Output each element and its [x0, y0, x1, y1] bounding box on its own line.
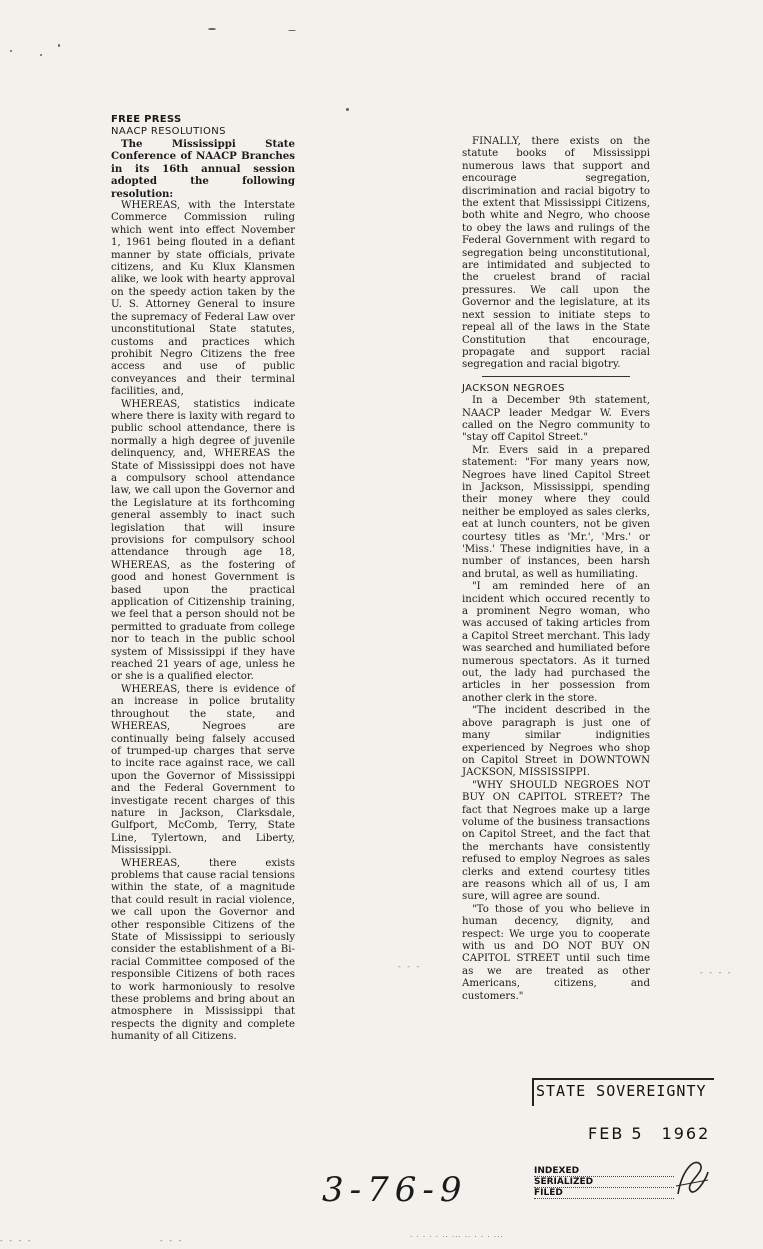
section-divider — [482, 376, 630, 377]
article-paragraph: The Mississippi State Conference of NAACP Branches in its 16th annual session adopted the following resolution: — [111, 138, 295, 200]
stamp-month-day: FEB 5 — [588, 1124, 644, 1143]
article-paragraph: In a December 9th statement, NAACP leader Medgar W. Evers called on the Negro community to "stay off Capitol Street." — [462, 395, 650, 444]
scan-speck — [346, 108, 349, 111]
article-paragraph: WHEREAS, there exists problems that cause racial tensions within the state, of a magnitude that could result in racial violence, we call upon the Governor and other responsible Citizens of the State of Mississippi to seriously consider the establishment of a Bi-racial Committee composed of the responsible Citizens of both races to work harmoniously to resolve these problems and bring about an atmosphere in Mississippi that respects the dignity and complete humanity of all Citizens. — [111, 857, 295, 1043]
masthead: FREE PRESS — [111, 114, 182, 125]
scan-noise: ‐ ‐ ‐ — [398, 962, 422, 971]
stamp-agency: STATE SOVEREIGNTY — [536, 1082, 707, 1100]
scan-noise: ‐ ‐ ‐ — [160, 1236, 184, 1245]
article-paragraph: "I am reminded here of an incident which occured recently to a prominent Negro woman, who was accused of taking articles from a Capitol Street merchant. This lady was searched and humiliated before numerous spectators. As it turned out, the lady had purchased the articles in her possession from another clerk in the store. — [462, 581, 650, 704]
article-paragraph: "The incident described in the above paragraph is just one of many similar indignities experienced by Negroes who shop on Capitol Street in DOWNTOWN JACKSON, MISSISSIPPI. — [462, 705, 650, 779]
scan-speck — [10, 50, 12, 52]
stamp-rows — [534, 1166, 674, 1199]
stamp-row: FILED — [534, 1188, 674, 1199]
scan-noise: · · · · · ·· ··· ·· · · · ··· — [410, 1233, 504, 1241]
signature-scribble-icon — [672, 1150, 712, 1200]
section-heading: JACKSON NEGROES — [462, 382, 565, 394]
article-paragraph: FINALLY, there exists on the statute books of Mississippi numerous laws that support and encourage segregation, discrimination and racial bigotry to the extent that Mississippi Citizens, both white and Negro, who choose to obey the laws and rulings of the Federal Government with regard to segregation being unconstitutional, are intimidated and subjected to the cruelest brand of racial pressures. We call upon the Governor and the legislature, at its next session to initiate steps to repeal all of the laws in the State Constitution that encourage, propagate and support racial segregation and racial bigotry. — [462, 136, 650, 371]
article-paragraph: "WHY SHOULD NEGROES NOT BUY ON CAPITOL STREET? The fact that Negroes make up a large volume of the business transactions on Capitol Street, and the fact that the merchants have consistently refused to employ Negroes as sales clerks and extend courtesy titles are reasons which all of us, I am sure, will agree are sound. — [462, 779, 650, 903]
stamp-row: INDEXED — [534, 1166, 674, 1177]
article-paragraph: WHEREAS, statistics indicate where there is laxity with regard to public school attendance, there is normally a high degree of juvenile delinquency, and, WHEREAS the State of Mississippi does not have a compulsory school attendance law, we call upon the Governor and the Legislature at its forthcoming general assembly to inact such legislation that will insure provisions for compulsory school attendance through age 18, WHEREAS, as the fostering of good and honest Government is based upon the practical application of Citizenship training, we feel that a person should not be permitted to graduate from college nor to teach in the public school system of Mississippi if they have reached 21 years of age, unless he or she is a qualified elector. — [111, 398, 295, 683]
left-article-column — [111, 114, 295, 1044]
stamp-date — [588, 1124, 710, 1143]
article-paragraph: WHEREAS, with the Interstate Commerce Commission ruling which went into effect November 1, 1961 being flouted in a defiant manner by state officials, private citizens, and Ku Klux Klansmen alike, we look with hearty approval on the speedy action taken by the U. S. Attorney General to insure the supremacy of Federal Law over unconstitutional State statutes, customs and practices which prohibit Negro Citizens the free access and use of public conveyances and their terminal facilities, and, — [111, 200, 295, 398]
article-paragraph: WHEREAS, there is evidence of an increase in police brutality throughout the state, and WHEREAS, Negroes are continually being falsely accused of trumped-up charges that serve to incite race against race, we call upon the Governor of Mississippi and the Federal Government to investigate recent charges of this nature in Jackson, Clarksdale, Gulfport, McComb, Terry, State Line, Tylertown, and Liberty, Mississippi. — [111, 683, 295, 857]
article-paragraph: "To those of you who believe in human decency, dignity, and respect: We urge you to cooperate with us and DO NOT BUY ON CAPITOL STREET until such time as we are treated as other Americans, citizens, and customers." — [462, 903, 650, 1002]
scan-noise: ‐ ‐ ‐ ‐ — [0, 1236, 33, 1245]
scan-speck — [288, 30, 296, 31]
stamp-year: 1962 — [661, 1124, 711, 1143]
right-article-column — [462, 136, 650, 1003]
headline: NAACP RESOLUTIONS — [111, 126, 226, 137]
scan-speck — [208, 28, 216, 30]
scan-speck — [40, 54, 42, 56]
handwritten-file-number: 3-76-9 — [322, 1170, 468, 1210]
scan-noise: ‐ ‐ ‐ ‐ — [700, 968, 733, 977]
stamp-row: SERIALIZED — [534, 1177, 674, 1188]
article-paragraph: Mr. Evers said in a prepared statement: "For many years now, Negroes have lined Capitol Street in Jackson, Mississippi, spending their money where they could neither be employed as sales clerks, eat at lunch counters, not be given courtesy titles as 'Mr.', 'Mrs.' or 'Miss.' These indignities have, in a number of instances, been harsh and brutal, as well as humiliating. — [462, 444, 650, 580]
scan-speck — [58, 44, 60, 47]
filing-stamp — [530, 1072, 720, 1212]
